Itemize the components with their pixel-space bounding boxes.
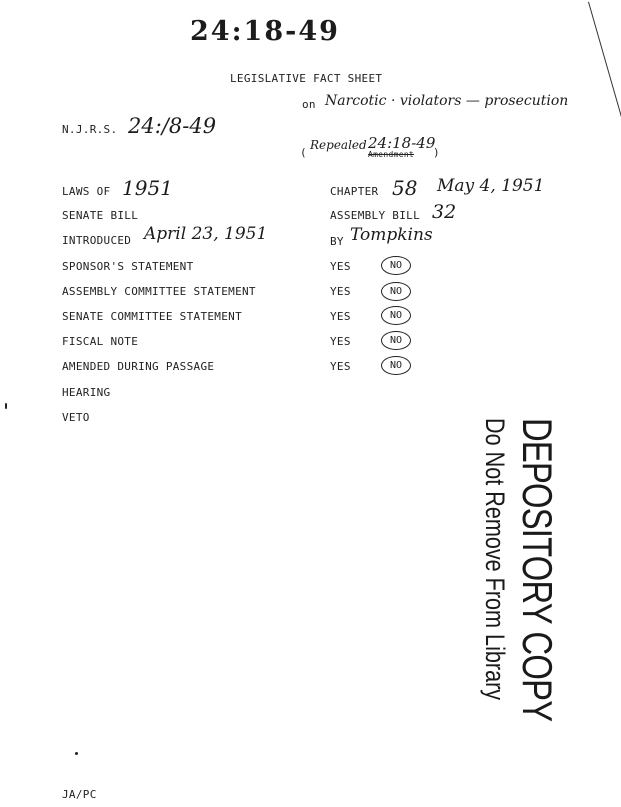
statement-label: SENATE COMMITTEE STATEMENT <box>62 310 242 323</box>
laws-of-label: LAWS OF <box>62 185 111 198</box>
njrs-value: 24:/8-49 <box>128 114 217 138</box>
chapter-value: 58 <box>392 176 418 200</box>
chapter-date: May 4, 1951 <box>437 176 545 196</box>
statement-label: SPONSOR'S STATEMENT <box>62 260 194 273</box>
assembly-bill-label: ASSEMBLY BILL <box>330 209 420 222</box>
statement-no-circled: NO <box>381 331 411 350</box>
hearing-label: HEARING <box>62 386 111 399</box>
statement-label: FISCAL NOTE <box>62 335 139 348</box>
statement-no-circled: NO <box>381 306 411 325</box>
handwritten-statute-number: 24:18-49 <box>190 16 340 47</box>
statement-label: AMENDED DURING PASSAGE <box>62 360 215 373</box>
repealed-value: 24:18-49 <box>368 134 436 152</box>
introduced-value: April 23, 1951 <box>144 224 268 244</box>
statement-yes: YES <box>330 360 351 373</box>
on-label: on <box>302 98 316 111</box>
assembly-bill-value: 32 <box>432 201 457 223</box>
by-label: BY <box>330 235 344 248</box>
statement-yes: YES <box>330 260 351 273</box>
statement-no-circled: NO <box>381 356 411 375</box>
introduced-label: INTRODUCED <box>62 234 132 247</box>
page-title: LEGISLATIVE FACT SHEET <box>230 72 383 85</box>
by-value: Tompkins <box>350 225 433 245</box>
veto-label: VETO <box>62 411 90 424</box>
stamp-line-1: DEPOSITORY COPY <box>514 418 561 722</box>
statement-label: ASSEMBLY COMMITTEE STATEMENT <box>62 285 256 298</box>
depository-stamp <box>480 418 560 807</box>
statement-no-circled: NO <box>381 256 411 275</box>
repealed-note: ( Repealed 24:18-49 Amendment ) <box>300 134 440 159</box>
margin-line <box>588 2 621 118</box>
statement-yes: YES <box>330 335 351 348</box>
senate-bill-label: SENATE BILL <box>62 209 139 222</box>
stray-mark <box>5 403 7 409</box>
chapter-label: CHAPTER <box>330 185 379 198</box>
statement-yes: YES <box>330 285 351 298</box>
njrs-label: N.J.R.S. <box>62 123 118 136</box>
repealed-text: Repealed <box>310 138 367 152</box>
statement-no-circled: NO <box>381 282 411 301</box>
statement-yes: YES <box>330 310 351 323</box>
subject-handwritten: Narcotic · violators — prosecution <box>325 93 569 109</box>
footer-initials: JA/PC <box>62 788 97 801</box>
stray-mark <box>75 752 78 755</box>
stamp-line-2: Do Not Remove From Library <box>480 418 510 701</box>
amendment-struck: Amendment <box>368 150 415 159</box>
laws-of-value: 1951 <box>122 176 173 200</box>
